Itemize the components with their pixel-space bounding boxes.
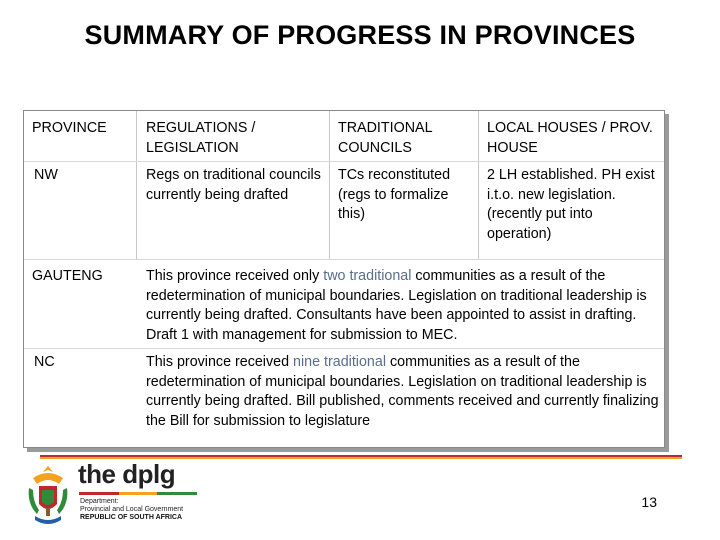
- row-divider-2: [24, 259, 664, 260]
- row-gauteng-text: [146, 267, 662, 345]
- header-regulations: REGULATIONS / LEGISLATION: [146, 120, 256, 156]
- coat-of-arms-icon: [25, 464, 71, 530]
- row-divider-1: [24, 161, 664, 162]
- header-province: PROVINCE: [32, 120, 107, 136]
- country-name: REPUBLIC OF SOUTH AFRICA: [80, 514, 183, 521]
- col-divider-1: [136, 111, 137, 259]
- department-label: Department:: [80, 498, 119, 505]
- col-divider-2: [329, 111, 330, 259]
- header-houses: LOCAL HOUSES / PROV. HOUSE: [487, 120, 653, 156]
- row-nc-text-end: communities as a result of the redetermination of municipal boundaries. Legislation on traditional leadership is currently being drafted. Bill published, comments received and currently finalizing the Bill for submission to legislature: [146, 354, 659, 429]
- col-divider-3: [478, 111, 479, 259]
- row-gauteng-text-end: communities as a result of the redetermination of municipal boundaries. Legislation on traditional leadership is currently being drafted. Consultants have been appointed to assist in drafting. Draft 1 with management for submission to MEC.: [146, 268, 647, 343]
- row-divider-3: [24, 348, 664, 349]
- table-frame: [23, 110, 665, 448]
- progress-table: [23, 110, 665, 448]
- dplg-logo-text: the dplg: [78, 459, 176, 489]
- row-gauteng-text-start: This province received only: [146, 268, 324, 284]
- row-nw-province: NW: [34, 167, 58, 183]
- row-nw-houses: 2 LH established. PH exist i.t.o. new legislation. (recently put into operation): [487, 167, 655, 242]
- row-nc-highlight: nine traditional: [293, 354, 387, 370]
- logo-underline: [79, 492, 197, 496]
- row-nc-text-start: This province received: [146, 354, 294, 370]
- row-gauteng-province: GAUTENG: [32, 268, 103, 284]
- row-nw-councils: TCs reconstituted (regs to formalize this): [338, 167, 451, 222]
- row-gauteng-highlight: two traditional: [323, 268, 412, 284]
- row-nw-regulations: Regs on traditional councils currently being drafted: [146, 167, 321, 203]
- row-nc-province: NC: [34, 354, 55, 370]
- row-nc-text: [146, 353, 662, 431]
- page-number: 13: [641, 494, 657, 510]
- header-councils: TRADITIONAL COUNCILS: [338, 120, 432, 156]
- department-name: Provincial and Local Government: [80, 506, 184, 513]
- slide-title: SUMMARY OF PROGRESS IN PROVINCES: [84, 20, 636, 50]
